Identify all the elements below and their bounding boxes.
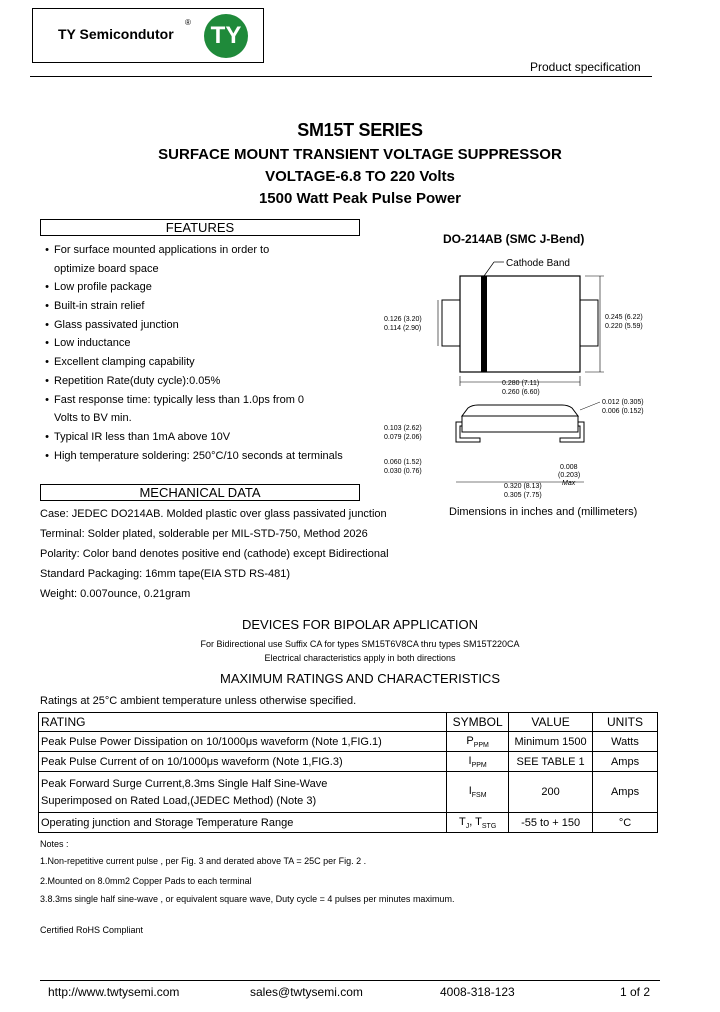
ratings-heading: MAXIMUM RATINGS AND CHARACTERISTICS bbox=[219, 671, 500, 686]
package-body-side bbox=[462, 405, 578, 416]
cathode-band bbox=[481, 276, 487, 372]
mechanical-list bbox=[40, 504, 389, 604]
mechanical-line: Weight: 0.007ounce, 0.21gram bbox=[40, 588, 191, 600]
rating-text: Peak Pulse Power Dissipation on 10/1000μs waveform (Note 1,FIG.1) bbox=[41, 735, 382, 748]
table-header-row bbox=[39, 713, 658, 732]
feature-item bbox=[40, 278, 343, 297]
value-cell: 200 bbox=[509, 772, 593, 813]
rating-cell bbox=[39, 772, 447, 813]
dimensions-note: Dimensions in inches and (millimeters) bbox=[449, 506, 638, 518]
bipolar-line-2: Electrical characteristics apply in both directions bbox=[264, 653, 456, 663]
symbol: T bbox=[459, 815, 466, 828]
footer-email[interactable]: sales@twtysemi.com bbox=[250, 985, 363, 999]
registered-mark: ® bbox=[185, 18, 191, 27]
package-drawing bbox=[380, 250, 670, 500]
bullet: • bbox=[45, 337, 49, 350]
feature-text: Fast response time: typically less than 1.0ps from 0 bbox=[54, 393, 305, 406]
dim-width-min: 0.220 (5.59) bbox=[605, 323, 643, 330]
dim-height-min: 0.114 (2.90) bbox=[384, 325, 422, 332]
unit-cell: °C bbox=[593, 813, 658, 833]
feature-text: Repetition Rate(duty cycle):0.05% bbox=[54, 374, 221, 387]
mechanical-line: Terminal: Solder plated, solderable per MIL-STD-750, Method 2026 bbox=[40, 528, 368, 540]
bipolar-line-1: For Bidirectional use Suffix CA for types SM15T6V8CA thru types SM15T220CA bbox=[200, 639, 520, 649]
mechanical-line: Case: JEDEC DO214AB. Molded plastic over glass passivated junction bbox=[40, 508, 387, 520]
feature-text: Excellent clamping capability bbox=[54, 356, 195, 369]
symbol: I bbox=[468, 754, 472, 767]
symbol-cell bbox=[447, 732, 509, 752]
footer-url[interactable]: http://www.twtysemi.com bbox=[48, 985, 180, 999]
feature-text: High temperature soldering: 250°C/10 seconds at terminals bbox=[54, 449, 343, 462]
value-cell: Minimum 1500 bbox=[509, 732, 593, 752]
note-3: 3.8.3ms single half sine-wave , or equivalent square wave, Duty cycle = 4 pulses per minutes maximum. bbox=[40, 894, 455, 904]
dim-length-max: 0.280 (7.11) bbox=[502, 380, 540, 387]
rating-text-2: Superimposed on Rated Load,(JEDEC Method) (Note 3) bbox=[41, 794, 317, 807]
table-row bbox=[39, 772, 658, 813]
dim-profile-max: 0.103 (2.62) bbox=[384, 425, 422, 432]
dim-width-max: 0.245 (6.22) bbox=[605, 314, 643, 321]
dim-overall-max: 0.320 (8.13) bbox=[504, 483, 542, 490]
title-line-2: VOLTAGE-6.8 TO 220 Volts bbox=[265, 168, 455, 185]
dim-profile-min: 0.079 (2.06) bbox=[384, 434, 422, 441]
dim-overall-min: 0.305 (7.75) bbox=[504, 492, 542, 499]
table-row bbox=[39, 752, 658, 772]
dim-lead-max: 0.060 (1.52) bbox=[384, 459, 422, 466]
table-row bbox=[39, 813, 658, 833]
dim-height-max: 0.126 (3.20) bbox=[384, 316, 422, 323]
rating-text: Peak Pulse Current of on 10/1000μs waveform (Note 1,FIG.3) bbox=[41, 755, 343, 768]
feature-item bbox=[40, 428, 343, 447]
package-body-top bbox=[460, 276, 580, 372]
col-symbol: SYMBOL bbox=[447, 713, 509, 732]
unit-cell: Amps bbox=[593, 772, 658, 813]
symbol-cell bbox=[447, 772, 509, 813]
mechanical-heading bbox=[40, 484, 360, 501]
symbol-2: , T bbox=[469, 815, 482, 828]
feature-item bbox=[40, 391, 343, 410]
symbol-sub: PPM bbox=[471, 761, 487, 769]
dim-gap-max: Max bbox=[562, 480, 576, 487]
bullet: • bbox=[45, 318, 49, 331]
feature-item bbox=[40, 353, 343, 372]
mechanical-line: Standard Packaging: 16mm tape(EIA STD RS-481) bbox=[40, 568, 291, 580]
dim-thickness-min: 0.006 (0.152) bbox=[602, 408, 644, 415]
dim-thickness-max: 0.012 (0.305) bbox=[602, 399, 644, 406]
bullet: • bbox=[45, 300, 49, 313]
lead-left bbox=[442, 300, 460, 346]
features-list bbox=[40, 241, 343, 465]
feature-item bbox=[40, 241, 343, 260]
rating-text: Peak Forward Surge Current,8.3ms Single Half Sine-Wave bbox=[41, 777, 328, 790]
note-2: 2.Mounted on 8.0mm2 Copper Pads to each terminal bbox=[40, 876, 252, 886]
symbol-cell bbox=[447, 813, 509, 833]
lead-right bbox=[580, 300, 598, 346]
feature-item bbox=[40, 316, 343, 335]
rating-cell bbox=[39, 732, 447, 752]
bullet: • bbox=[45, 374, 49, 387]
rating-cell bbox=[39, 752, 447, 772]
value-cell: -55 to + 150 bbox=[509, 813, 593, 833]
feature-text: For surface mounted applications in order to bbox=[54, 244, 270, 256]
dim-gap-mm: (0.203) bbox=[558, 472, 581, 479]
table-row bbox=[39, 732, 658, 752]
symbol-cell bbox=[447, 752, 509, 772]
feature-text: Volts to BV min. bbox=[54, 412, 132, 425]
col-rating: RATING bbox=[39, 713, 447, 732]
symbol-sub: J bbox=[465, 822, 470, 830]
feature-item bbox=[40, 334, 343, 353]
feature-text: Low profile package bbox=[54, 281, 152, 294]
bullet: • bbox=[45, 244, 49, 256]
unit-cell: Amps bbox=[593, 752, 658, 772]
title-line-1: SURFACE MOUNT TRANSIENT VOLTAGE SUPPRESSOR bbox=[158, 146, 562, 163]
dim-gap-in: 0.008 bbox=[560, 464, 578, 471]
feature-item bbox=[40, 372, 343, 391]
cathode-band-label: Cathode Band bbox=[506, 258, 570, 269]
dim-length-min: 0.260 (6.60) bbox=[502, 389, 540, 396]
feature-item bbox=[40, 447, 343, 466]
features-heading-text: FEATURES bbox=[165, 220, 235, 235]
col-value: VALUE bbox=[509, 713, 593, 732]
symbol: I bbox=[468, 785, 472, 797]
feature-text: Built-in strain relief bbox=[54, 300, 145, 313]
rating-cell bbox=[39, 813, 447, 833]
rating-text: Operating junction and Storage Temperature Range bbox=[41, 816, 294, 829]
ty-logo: TY bbox=[204, 14, 248, 58]
features-heading bbox=[40, 219, 360, 236]
header-divider bbox=[30, 76, 652, 77]
feature-item bbox=[40, 409, 343, 428]
document-type: Product specification bbox=[530, 60, 641, 74]
dim-lead-min: 0.030 (0.76) bbox=[384, 468, 422, 475]
feature-item bbox=[40, 297, 343, 316]
bipolar-heading: DEVICES FOR BIPOLAR APPLICATION bbox=[242, 617, 478, 632]
bullet: • bbox=[45, 393, 49, 406]
footer-phone: 4008-318-123 bbox=[440, 985, 515, 999]
company-name: TY Semicondutor bbox=[58, 26, 174, 42]
footer-page: 1 of 2 bbox=[620, 985, 651, 999]
bullet: • bbox=[45, 281, 49, 294]
footer-divider bbox=[40, 980, 660, 981]
bullet: • bbox=[45, 430, 49, 443]
symbol-sub: FSM bbox=[471, 792, 487, 799]
package-title: DO-214AB (SMC J-Bend) bbox=[443, 232, 585, 246]
feature-text: Glass passivated junction bbox=[54, 318, 179, 331]
unit-cell: Watts bbox=[593, 732, 658, 752]
note-1: 1.Non-repetitive current pulse , per Fig. 3 and derated above TA = 25C per Fig. 2 . bbox=[40, 856, 367, 866]
feature-text: optimize board space bbox=[54, 262, 159, 275]
ratings-table bbox=[38, 712, 658, 833]
col-units: UNITS bbox=[593, 713, 658, 732]
symbol-sub-2: STG bbox=[481, 822, 497, 830]
rohs-statement: Certified RoHS Compliant bbox=[40, 925, 144, 935]
value-cell: SEE TABLE 1 bbox=[509, 752, 593, 772]
symbol: P bbox=[466, 734, 474, 747]
notes-heading: Notes : bbox=[40, 839, 69, 849]
bullet: • bbox=[45, 449, 49, 462]
series-title: SM15T SERIES bbox=[297, 120, 423, 140]
mechanical-line: Polarity: Color band denotes positive end (cathode) except Bidirectional bbox=[40, 548, 389, 560]
title-line-3: 1500 Watt Peak Pulse Power bbox=[258, 190, 462, 207]
feature-item bbox=[40, 260, 343, 279]
ratings-note: Ratings at 25°C ambient temperature unless otherwise specified. bbox=[40, 695, 357, 707]
feature-text: Typical IR less than 1mA above 10V bbox=[54, 430, 231, 443]
symbol-sub: PPM bbox=[473, 741, 489, 749]
mechanical-heading-text: MECHANICAL DATA bbox=[139, 485, 261, 500]
bullet: • bbox=[45, 356, 49, 369]
feature-text: Low inductance bbox=[54, 337, 131, 350]
